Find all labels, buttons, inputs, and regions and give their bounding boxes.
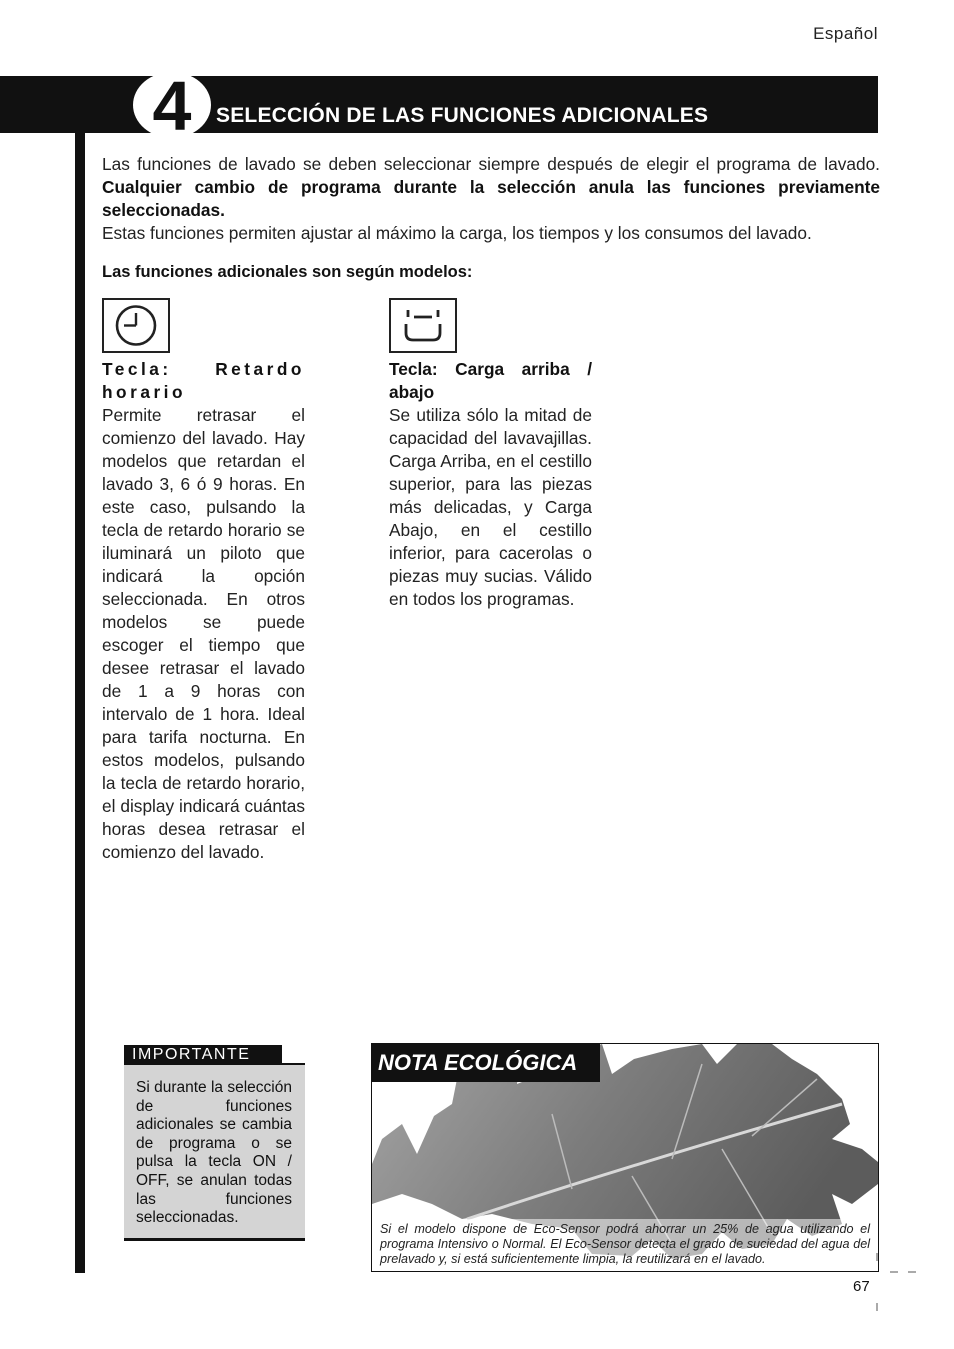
- intro-paragraph-1: [102, 153, 880, 222]
- function-carga: [389, 358, 592, 611]
- important-box: [124, 1065, 305, 1241]
- intro-text: [102, 153, 880, 245]
- crop-mark: [876, 1303, 878, 1311]
- crop-mark: [876, 1253, 878, 1261]
- section-number: 4: [152, 67, 192, 145]
- clock-icon-box: [102, 298, 170, 353]
- page-number: 67: [853, 1278, 870, 1295]
- function-body: Permite retrasar el comienzo del lavado. Hay modelos que retardan el lavado 3, 6 ó 9 horas. En este caso, pulsando la tecla de retardo horario se iluminará un piloto que indicará la opción seleccionada. En otros modelos se puede escoger el tiempo que desee retrasar el lavado de 1 a 9 horas con intervalo de 1 hora. Ideal para tarifa nocturna. En estos modelos, pulsando la tecla de retardo horario, el display indicará cuántas horas desea retrasar el comienzo del lavado.: [102, 405, 305, 862]
- section-title: SELECCIÓN DE LAS FUNCIONES ADICIONALES: [216, 104, 709, 127]
- left-margin-rule: [75, 133, 85, 1273]
- eco-note-text: Si el modelo dispone de Eco-Sensor podrá ahorrar un 25% de agua utilizando el programa Intensivo o Normal. El Eco-Sensor detecta el grado de suciedad del agua del prelavado y, si está suficientemente limpia, la reutilizará en el lavado.: [380, 1222, 870, 1266]
- function-body: Se utiliza sólo la mitad de capacidad del lavavajillas. Carga Arriba, en el cestillo superior, para las piezas más delicadas, y Carga Abajo, en el cestillo inferior, para cacerolas o piezas muy sucias. Válido en todos los programas.: [389, 405, 592, 609]
- eco-note-title: NOTA ECOLÓGICA: [372, 1044, 600, 1082]
- intro-paragraph-2: Estas funciones permiten ajustar al máximo la carga, los tiempos y los consumos del lavado.: [102, 223, 812, 243]
- intro-bold: Cualquier cambio de programa durante la selección anula las funciones previamente seleccionadas.: [102, 177, 880, 220]
- function-title: Tecla: Retardo horario: [102, 359, 305, 402]
- important-label: IMPORTANTE: [124, 1045, 282, 1064]
- important-text: Si durante la selección de funciones adicionales se cambia de programa o se pulsa la tecla ON / OFF, se anulan todas las funciones seleccionadas.: [136, 1079, 292, 1227]
- clock-icon: [104, 300, 168, 351]
- language-label: Español: [813, 24, 878, 43]
- half-load-icon-box: [389, 298, 457, 353]
- crop-mark: [908, 1271, 916, 1273]
- subheading: Las funciones adicionales son según modelos:: [102, 263, 473, 281]
- eco-note-box: [371, 1043, 879, 1272]
- intro-plain: Las funciones de lavado se deben seleccionar siempre después de elegir el programa de lavado.: [102, 154, 880, 174]
- function-retardo: [102, 358, 305, 864]
- function-title: Tecla: Carga arriba / abajo: [389, 359, 592, 402]
- crop-mark: [890, 1271, 898, 1273]
- half-load-icon: [391, 300, 455, 351]
